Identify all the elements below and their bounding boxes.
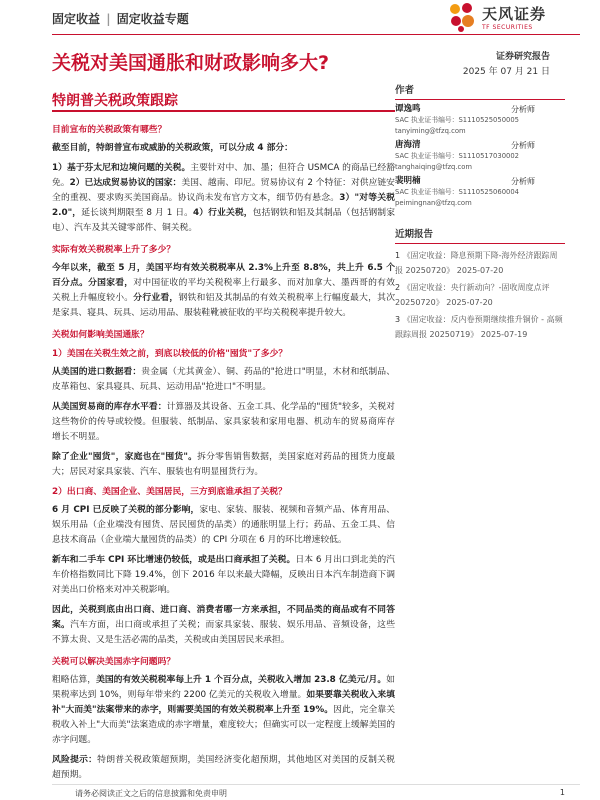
report-type: 证券研究报告 [495, 52, 550, 62]
brand-logo [448, 2, 546, 32]
author-card: 裴明楠 分析师 SAC 执业证书编号：S1110525060004 peimingnan@tfzq.com [395, 176, 565, 209]
page-number: 1 [559, 788, 565, 797]
authors-heading: 作者 [395, 82, 565, 100]
paragraph: 截至目前，特朗普宣布或威胁的关税政策，可以分成 4 部分： [52, 143, 293, 153]
section-heading: 目前宣布的关税政策有哪些？ [52, 125, 167, 135]
logo-name-en: TF SECURITIES [482, 24, 533, 31]
header-subcategory: 固定收益专题 [116, 12, 189, 26]
recent-report-link[interactable]: 2 《固定收益：央行新动向？-固收周度点评 20250720》 2025-07-20 [395, 283, 550, 307]
footer-divider [52, 784, 580, 785]
paragraph: 除了企业"囤货"，家庭也在"囤货"。拆分零售销售数据，美国家庭对药品的囤货力度最大；居民对家具家装、汽车、服装也有明显囤货行为。 [52, 452, 395, 477]
author-email[interactable]: peimingnan@tfzq.com [395, 199, 472, 207]
paragraph: 从美国的进口数据看：贵金属（尤其黄金）、铜、药品的"抢进口"明显，木材和纸制品、皮革箱包、家具寝具、玩具、运动用品"抢进口"不明显。 [52, 367, 395, 392]
logo-mark-icon [448, 2, 478, 32]
report-body [52, 116, 395, 788]
logo-name: 天风证券 [482, 5, 547, 23]
paragraph: 因此，关税到底由出口商、进口商、消费者哪一方来承担，不同品类的商品或有不同答案。汽车方面，出口商或承担了关税；而家具家装、服装、娱乐用品、音频设备，这些不算太贵、又是生活必需的品类，关税或由美国居民来承担。 [52, 605, 395, 645]
sidebar [395, 82, 565, 344]
paragraph: 从美国贸易商的库存水平看：计算器及其设备、五金工具、化学品的"囤货"较多，关税对这些物价的传导或较慢。但服装、纸制品、家具家装和家用电器、机动车的贸易商库存增长不明显。 [52, 402, 395, 442]
section-heading: 实际有效关税税率上升了多少？ [52, 245, 176, 255]
report-title: 关税对美国通胀和财政影响多大? [52, 52, 330, 74]
risk-warning: 风险提示：特朗普关税政策超预期，美国经济变化超预期，其他地区对美国的反制关税超预期。 [52, 755, 395, 780]
header-divider [52, 34, 580, 35]
author-card: 唐海清 分析师 SAC 执业证书编号：S1110517030002 tanghaiqing@tfzq.com [395, 140, 565, 173]
recent-reports-heading: 近期报告 [395, 226, 565, 244]
section-heading: 关税如何影响美国通胀？ [52, 330, 149, 340]
author-card: 谭逸鸣 分析师 SAC 执业证书编号：S1110525050005 tanyiming@tfzq.com [395, 104, 565, 137]
section-heading: 关税可以解决美国赤字问题吗？ [52, 657, 176, 667]
header-category: 固定收益 [52, 12, 101, 26]
paragraph: 今年以来，截至 5 月，美国平均有效关税税率从 2.3%上升至 8.8%，共上升 6.5 个百分点。分国家看，对中国征收的平均关税税率上行最多、而对加拿大、墨西哥的有效关税上升幅度较小。分行业看，钢铁和铝及其制品的有效关税税率上行幅度最大，其次是家具、寝具、玩具、运动用品、服装鞋靴被征收的平均关税税率提升较大。 [52, 263, 395, 318]
subsection-heading: 1）美国在关税生效之前，到底以较低的价格"囤货"了多少？ [52, 349, 288, 359]
recent-report-link[interactable]: 3 《固定收益：反内卷预期继续推升铜价 - 高频跟踪周报 20250719》 2025-07-19 [395, 315, 563, 339]
subsection-heading: 2）出口商、美国企业、美国居民，三方到底谁承担了关税？ [52, 487, 287, 497]
author-email[interactable]: tanghaiqing@tfzq.com [395, 163, 473, 171]
paragraph: 新车和二手车 CPI 环比增速仍较低，或是出口商承担了关税。日本 6 月出口到北美的汽车价格指数同比下降 19.4%，创下 2016 年以来最大降幅，反映出日本汽车制造商下调对美出口价格来对冲关税影响。 [52, 555, 395, 595]
paragraph: 1）基于芬太尼和边境问题的关税。主要针对中、加、墨；但符合 USMCA 的商品已经豁免。2）已达成贸易协议的国家：美国、越南、印尼。贸易协议有 2 个特征：对供应链安全的重视、要求购买美国商品。协议尚未发布官方文本，细节仍有悬念。3）"对等关税 2.0"，延长谈判期限至 8 月 1 日。4）行业关税，包括钢铁和铝及其制品（包括钢制家电）、汽车及其关键零部件、铜关税。 [52, 163, 395, 233]
footer-disclaimer: 请务必阅读正文之后的信息披露和免责申明 [75, 789, 227, 798]
breadcrumb-separator: | [106, 12, 111, 26]
author-email[interactable]: tanyiming@tfzq.com [395, 127, 466, 135]
report-subtitle: 特朗普关税政策跟踪 [52, 93, 178, 109]
recent-report-link[interactable]: 1 《固定收益：降息预期下降-海外经济跟踪周报 20250720》 2025-07-20 [395, 251, 558, 275]
subtitle-divider [52, 110, 395, 112]
report-date: 2025 年 07 月 21 日 [462, 67, 550, 77]
paragraph: 6 月 CPI 已反映了关税的部分影响，家电、家装、服装、视频和音频产品、体育用品、娱乐用品（企业端没有囤货、居民囤货的品类）的通胀明显上行；药品、五金工具、信息技术商品（企业端大量囤货的品类）的 CPI 分项在 6 月的环比增速较低。 [52, 505, 395, 545]
header-breadcrumb [52, 10, 189, 27]
paragraph: 粗略估算，美国的有效关税税率每上升 1 个百分点，关税收入增加 23.8 亿美元/月。如果税率达到 10%，则每年带来约 2200 亿美元的关税收入增量。如果要靠关税收入来填补"大而美"法案带来的赤字，则需要美国的有效关税税率上升至 19%。因此，完全靠关税收入补上"大而美"法案造成的赤字增量，难度较大；但确实可以一定程度上缓解美国的赤字问题。 [52, 675, 395, 745]
